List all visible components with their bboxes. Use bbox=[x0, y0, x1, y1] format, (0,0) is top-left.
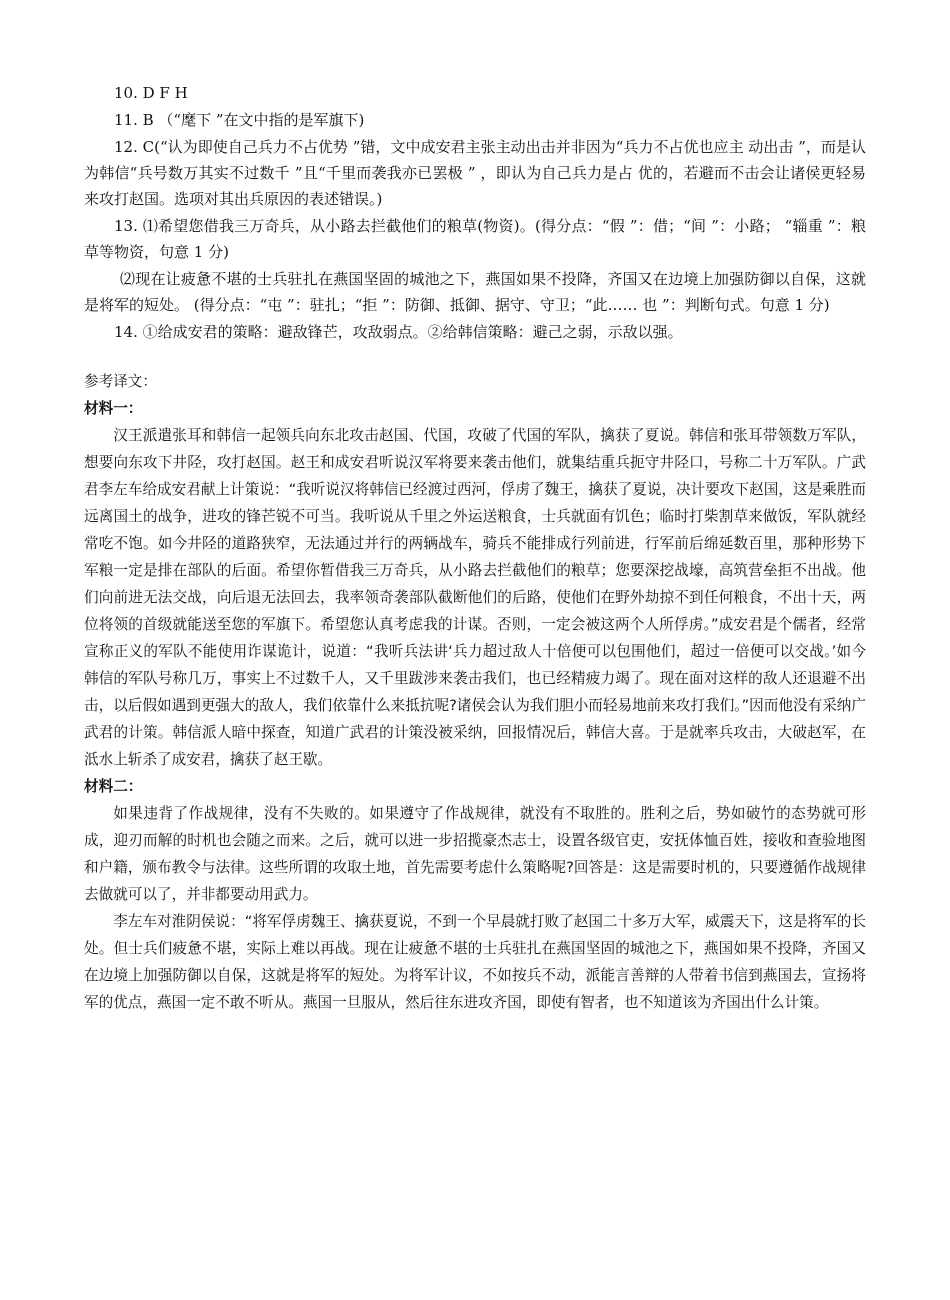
material-2-paragraph-2: 李左车对淮阴侯说：“将军俘虏魏王、擒获夏说，不到一个早晨就打败了赵国二十多万大军，威震天下，这是将军的长处。但士兵们疲惫不堪，实际上难以再战。现在让疲惫不堪的士兵驻扎在燕国坚固的城池之下，燕国如果不投降，齐国又在边境上加强防御以自保，这就是将军的短处。为将军计议，不如按兵不动，派能言善辩的人带着书信到燕国去，宣扬将军的优点，燕国一定不敢不听从。燕国一旦服从，然后往东进攻齐国，即使有智者，也不知道该为齐国出什么计策。 bbox=[84, 913, 866, 1011]
material-2-paragraph-1: 如果违背了作战规律，没有不失败的。如果遵守了作战规律，就没有不取胜的。胜利之后，势如破竹的态势就可形成，迎刃而解的时机也会随之而来。之后，就可以进一步招揽豪杰志士，设置各级官吏，安抚体恤百姓，接收和查验地图和户籍，颁布教令与法律。这些所谓的攻取土地，首先需要考虑什么策略呢?回答是：这是需要时机的，只要遵循作战规律去做就可以了，并非都要动用武力。 bbox=[84, 805, 866, 903]
material-1-paragraph: 汉王派遣张耳和韩信一起领兵向东北攻击赵国、代国，攻破了代国的军队，擒获了夏说。韩信和张耳带领数万军队，想要向东攻下井陉，攻打赵国。赵王和成安君听说汉军将要来袭击他们，就集结重兵扼守井陉口，号称二十万军队。广武君李左车给成安君献上计策说：“我听说汉将韩信已经渡过西河，俘虏了魏王，擒获了夏说，决计要攻下赵国，这是乘胜而远离国土的战争，进攻的锋芒锐不可当。我听说从千里之外运送粮食，士兵就面有饥色；临时打柴割草来做饭，军队就经常吃不饱。如今井陉的道路狭窄，无法通过并行的两辆战车，骑兵不能排成行列前进，行军前后绵延数百里，那种形势下军粮一定是排在部队的后面。希望你暂借我三万奇兵，从小路去拦截他们的粮草；您要深挖战壕，高筑营垒拒不出战。他们向前进无法交战，向后退无法回去，我率领奇袭部队截断他们的后路，使他们在野外劫掠不到任何粮食，不出十天，两位将领的首级就能送至您的军旗下。希望您认真考虑我的计谋。否则，一定会被这两个人所俘虏。”成安君是个儒者，经常宣称正义的军队不能使用诈谋诡计，说道：“我听兵法讲‘兵力超过敌人十倍便可以包围他们，超过一倍便可以交战。’如今韩信的军队号称几万，事实上不过数千人，又千里跋涉来袭击我们，也已经精疲力竭了。现在面对这样的敌人还退避不出击，以后假如遇到更强大的敌人，我们依靠什么来抵抗呢?诸侯会认为我们胆小而轻易地前来攻打我们。”因而他没有采纳广武君的计策。韩信派人暗中探查，知道广武君的计策没被采纳，回报情况后，韩信大喜。于是就率兵攻击，大破赵军，在泜水上斩杀了成安君，擒获了赵王歇。 bbox=[84, 427, 866, 768]
answer-13-part1: 13. ⑴希望您借我三万奇兵，从小路去拦截他们的粮草(物资)。(得分点：“假 ”：借；“间 ”：小路； “辎重 ”：粮草等物资，句意 1 分) bbox=[84, 217, 866, 261]
answer-12: 12. C(“认为即使自己兵力不占优势 ”错，文中成安君主张主动出击并非因为“兵力不占优也应主 动出击 ”，而是认为韩信“兵号数万其实不过数千 ”且“千里而袭我亦已罢极 ” ，即认为自己兵力是占 优的，若避而不击会让诸侯更轻易来攻打赵国。选项对其出兵原因的表述错误。) bbox=[84, 138, 866, 208]
answer-11: 11. B （“麾下 ”在文中指的是军旗下) bbox=[114, 111, 365, 129]
material-1-heading: 材料一： bbox=[84, 400, 143, 417]
answer-14: 14. ①给成安君的策略：避敌锋芒，攻敌弱点。②给韩信策略：避己之弱，示敌以强。 bbox=[114, 323, 683, 341]
answer-13-part2: ⑵现在让疲惫不堪的士兵驻扎在燕国坚固的城池之下，燕国如果不投降，齐国又在边境上加强防御以自保，这就是将军的短处。 (得分点：“屯 ”：驻扎；“拒 ”：防御、抵御、据守、守卫；“此…… 也 ”：判断句式。句意 1 分) bbox=[84, 270, 866, 314]
answer-10: 10. D F H bbox=[114, 84, 188, 102]
section-gap bbox=[84, 346, 866, 368]
material-2-heading: 材料二： bbox=[84, 778, 143, 795]
answer-key bbox=[84, 80, 866, 345]
reference-translation bbox=[84, 368, 866, 1016]
translation-label: 参考译文： bbox=[84, 373, 157, 390]
